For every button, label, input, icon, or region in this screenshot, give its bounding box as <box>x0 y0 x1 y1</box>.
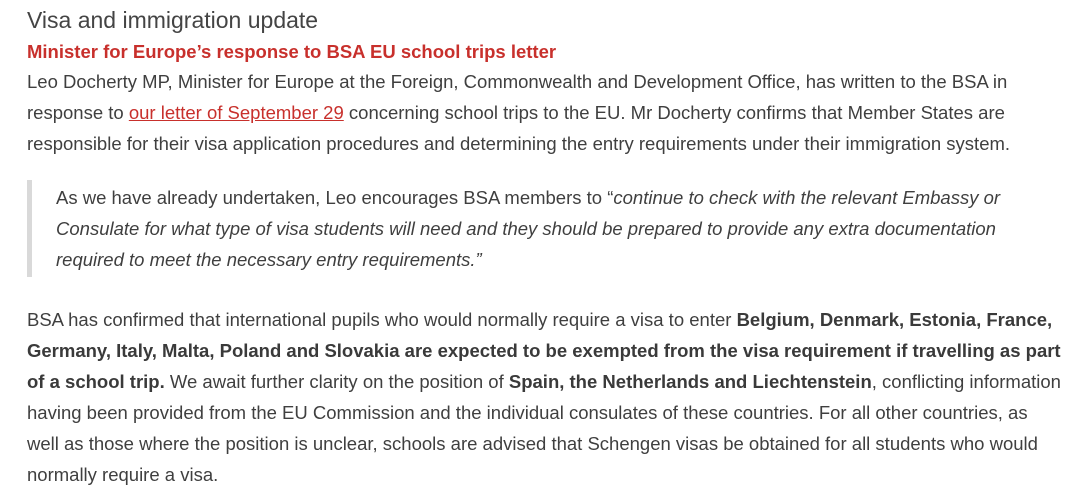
unclear-countries: Spain, the Netherlands and Liechtenstein <box>508 371 872 392</box>
exemption-text-2: We await further clarity on the position of <box>164 371 509 392</box>
section-title: Visa and immigration update <box>27 7 319 33</box>
letter-link[interactable]: our letter of September 29 <box>128 102 344 123</box>
exemption-text-1: BSA has confirmed that international pupils who would normally require a visa to enter <box>27 309 737 330</box>
exemption-text-3: , conflicting information having been provided from the EU Commission and the individual consulates of these countries. For all other countries, as well as those where the position is unclear, schools are advised that Schengen visas be obtained for all students who would normally require a visa. <box>27 371 1061 485</box>
quote-italic: continue to check with the relevant Embassy or Consulate for what type of visa students will need and they should be prepared to provide any extra documentation required to meet the necessary entry requirements.” <box>56 187 1001 270</box>
exempt-countries: Belgium, Denmark, Estonia, France, Germany, Italy, Malta, Poland and Slovakia are expected to be exempted from the visa requirement if travelling as part of a school trip. <box>27 309 1061 392</box>
intro-text-before-link: Leo Docherty MP, Minister for Europe at the Foreign, Commonwealth and Development Office, has written to the BSA in response to <box>27 71 1008 123</box>
minister-quote <box>27 180 1064 277</box>
intro-text-after-link: concerning school trips to the EU. Mr Docherty confirms that Member States are responsible for their visa application procedures and determining the entry requirements under their immigration system. <box>27 102 1011 154</box>
article-title: Minister for Europe’s response to BSA EU school trips letter <box>27 41 557 62</box>
exemption-paragraph <box>27 304 1064 490</box>
quote-lead: As we have already undertaken, Leo encourages BSA members to “ <box>56 187 614 208</box>
intro-paragraph <box>27 66 1064 159</box>
